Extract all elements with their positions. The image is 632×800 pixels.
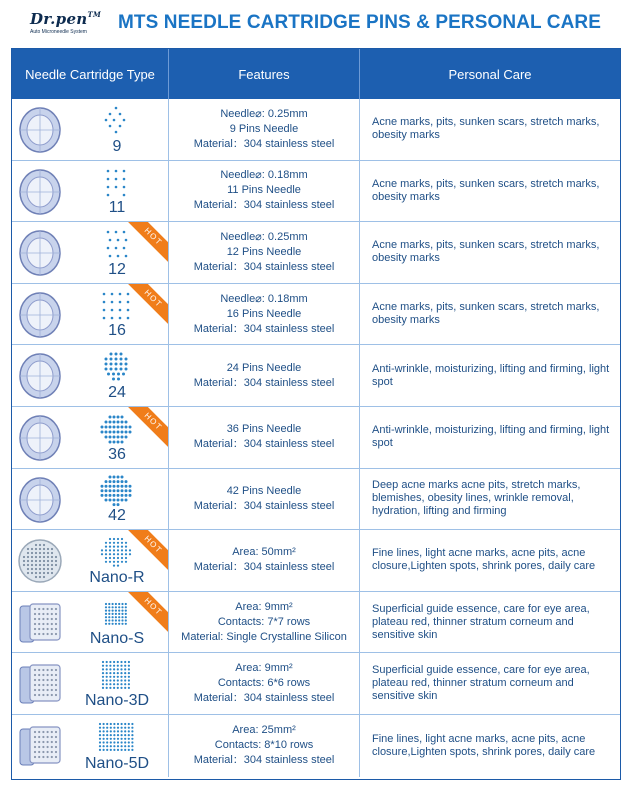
personal-care-cell <box>360 653 620 714</box>
cartridge-type-cell <box>12 715 169 777</box>
column-header-type: Needle Cartridge Type <box>12 49 169 99</box>
table-body <box>12 99 620 777</box>
feature-line: Material：304 stainless steel <box>193 692 335 705</box>
table-row <box>12 222 620 284</box>
cartridge-type-label: Nano-5D <box>84 754 150 772</box>
features-cell <box>169 345 360 406</box>
table-row <box>12 530 620 592</box>
personal-care-text: Anti-wrinkle, moisturizing, lifting and firming, light spot <box>372 362 610 388</box>
personal-care-cell <box>360 715 620 777</box>
needle-pattern-icon <box>98 536 134 568</box>
feature-line: Needle⌀: 0.25mm <box>220 107 308 120</box>
needle-pattern-icon <box>98 475 134 507</box>
feature-line: 11 Pins Needle <box>227 184 301 197</box>
features-cell <box>169 469 360 530</box>
cartridge-image-icon <box>18 292 62 338</box>
logo-text: Dr.pen <box>30 10 88 28</box>
brand-logo <box>30 10 110 40</box>
features-cell <box>169 407 360 468</box>
features-cell <box>169 653 360 714</box>
feature-line: Material：304 stainless steel <box>193 376 335 389</box>
features-cell <box>169 99 360 160</box>
feature-line: Area: 9mm² <box>235 662 293 675</box>
personal-care-cell <box>360 469 620 530</box>
cartridge-type-cell <box>12 530 169 591</box>
feature-line: 42 Pins Needle <box>226 484 302 497</box>
header <box>0 0 632 48</box>
hot-badge: HOT <box>126 222 169 264</box>
hot-badge: HOT <box>126 530 169 572</box>
cartridge-type-label: Nano-3D <box>84 691 150 709</box>
cartridge-type-label: 9 <box>112 137 122 155</box>
personal-care-cell <box>360 161 620 222</box>
needle-pattern-icon <box>98 351 134 383</box>
needle-pattern-icon <box>98 659 134 691</box>
cartridge-image-icon <box>18 477 62 523</box>
cartridge-table <box>11 48 621 780</box>
table-row <box>12 345 620 407</box>
feature-line: 9 Pins Needle <box>229 122 299 135</box>
cartridge-type-cell <box>12 469 169 530</box>
personal-care-cell <box>360 99 620 160</box>
page-title: MTS NEEDLE CARTRIDGE PINS & PERSONAL CARE <box>118 12 602 33</box>
table-row <box>12 407 620 469</box>
needle-pattern-icon <box>98 598 134 630</box>
personal-care-text: Acne marks, pits, sunken scars, stretch marks, obesity marks <box>372 301 600 327</box>
personal-care-text: Acne marks, pits, sunken scars, stretch marks, obesity marks <box>372 177 600 203</box>
needle-pattern-icon <box>98 228 134 260</box>
cartridge-image-icon <box>18 538 62 584</box>
table-row <box>12 469 620 531</box>
personal-care-text: Superficial guide essence, care for eye area, plateau red, thinner stratum corneum and sensitive skin <box>372 664 590 703</box>
personal-care-cell <box>360 592 620 653</box>
feature-line: Material: Single Crystalline Silicon <box>181 630 347 643</box>
feature-line: Material：304 stainless steel <box>193 322 335 335</box>
feature-line: Material：304 stainless steel <box>193 561 335 574</box>
needle-pattern-icon <box>98 167 134 199</box>
table-header <box>12 49 620 99</box>
table-row <box>12 284 620 346</box>
feature-line: Contacts: 7*7 rows <box>217 615 311 628</box>
cartridge-type-label: Nano-R <box>89 568 145 586</box>
feature-line: Needle⌀: 0.25mm <box>220 230 308 243</box>
cartridge-image-icon <box>18 415 62 461</box>
logo-trademark: TM <box>87 10 102 19</box>
personal-care-text: Anti-wrinkle, moisturizing, lifting and firming, light spot <box>372 424 610 450</box>
personal-care-cell <box>360 345 620 406</box>
features-cell <box>169 592 360 653</box>
features-cell <box>169 530 360 591</box>
cartridge-image-icon <box>18 230 62 276</box>
feature-line: Needle⌀: 0.18mm <box>220 292 308 305</box>
hot-badge: HOT <box>126 407 169 449</box>
personal-care-text: Fine lines, light acne marks, acne pits, acne closure,Lighten spots, shrink pores, daily care <box>372 732 596 758</box>
cartridge-image-icon <box>18 353 62 399</box>
table-row <box>12 99 620 161</box>
cartridge-image-icon <box>18 661 62 707</box>
column-header-features: Features <box>169 49 360 99</box>
personal-care-text: Deep acne marks acne pits, stretch marks, blemishes, obesity lines, wrinkle removal, hydration, lifting and firming <box>372 479 581 518</box>
feature-line: 24 Pins Needle <box>226 361 302 374</box>
table-row <box>12 715 620 777</box>
cartridge-type-cell <box>12 345 169 406</box>
cartridge-image-icon <box>18 600 62 646</box>
cartridge-type-cell <box>12 407 169 468</box>
features-cell <box>169 222 360 283</box>
cartridge-type-cell <box>12 222 169 283</box>
needle-pattern-icon <box>98 290 134 322</box>
hot-badge: HOT <box>126 592 169 634</box>
column-header-care: Personal Care <box>448 66 532 82</box>
features-cell <box>169 284 360 345</box>
table-row <box>12 653 620 715</box>
cartridge-type-label: 11 <box>108 199 126 217</box>
feature-line: 36 Pins Needle <box>226 423 302 436</box>
cartridge-type-label: 42 <box>108 507 126 525</box>
feature-line: Material：304 stainless steel <box>193 199 335 212</box>
cartridge-type-label: 24 <box>108 383 126 401</box>
feature-line: Contacts: 6*6 rows <box>217 677 311 690</box>
feature-line: Material：304 stainless steel <box>193 260 335 273</box>
cartridge-type-label: 16 <box>108 322 126 340</box>
feature-line: Area: 25mm² <box>232 724 296 737</box>
feature-line: Material：304 stainless steel <box>193 137 335 150</box>
cartridge-type-label: 12 <box>108 260 126 278</box>
feature-line: Material：304 stainless steel <box>193 438 335 451</box>
feature-line: Material：304 stainless steel <box>193 499 335 512</box>
hot-badge: HOT <box>126 284 169 326</box>
personal-care-cell <box>360 407 620 468</box>
cartridge-image-icon <box>18 107 62 153</box>
personal-care-text: Acne marks, pits, sunken scars, stretch marks, obesity marks <box>372 239 600 265</box>
cartridge-type-cell <box>12 99 169 160</box>
logo-subtitle: Auto Microneedle System <box>30 29 87 35</box>
cartridge-type-cell <box>12 592 169 653</box>
features-cell <box>169 161 360 222</box>
personal-care-text: Acne marks, pits, sunken scars, stretch marks, obesity marks <box>372 116 600 142</box>
cartridge-type-label: Nano-S <box>89 630 145 648</box>
feature-line: Needle⌀: 0.18mm <box>220 169 308 182</box>
table-row <box>12 592 620 654</box>
table-row <box>12 161 620 223</box>
needle-pattern-icon <box>98 105 134 137</box>
feature-line: 12 Pins Needle <box>226 245 302 258</box>
needle-pattern-icon <box>98 413 134 445</box>
features-cell <box>169 715 360 777</box>
feature-line: 16 Pins Needle <box>226 307 302 320</box>
feature-line: Area: 9mm² <box>235 600 293 613</box>
cartridge-image-icon <box>18 169 62 215</box>
personal-care-cell <box>360 284 620 345</box>
cartridge-image-icon <box>18 723 62 769</box>
needle-pattern-icon <box>98 721 134 753</box>
feature-line: Material：304 stainless steel <box>193 754 335 767</box>
feature-line: Area: 50mm² <box>232 546 296 559</box>
personal-care-cell <box>360 222 620 283</box>
cartridge-type-cell <box>12 161 169 222</box>
personal-care-text: Fine lines, light acne marks, acne pits, acne closure,Lighten spots, shrink pores, daily care <box>372 547 596 573</box>
feature-line: Contacts: 8*10 rows <box>214 739 314 752</box>
cartridge-type-cell <box>12 653 169 714</box>
personal-care-text: Superficial guide essence, care for eye area, plateau red, thinner stratum corneum and sensitive skin <box>372 602 590 641</box>
personal-care-cell <box>360 530 620 591</box>
cartridge-type-label: 36 <box>108 445 126 463</box>
cartridge-type-cell <box>12 284 169 345</box>
